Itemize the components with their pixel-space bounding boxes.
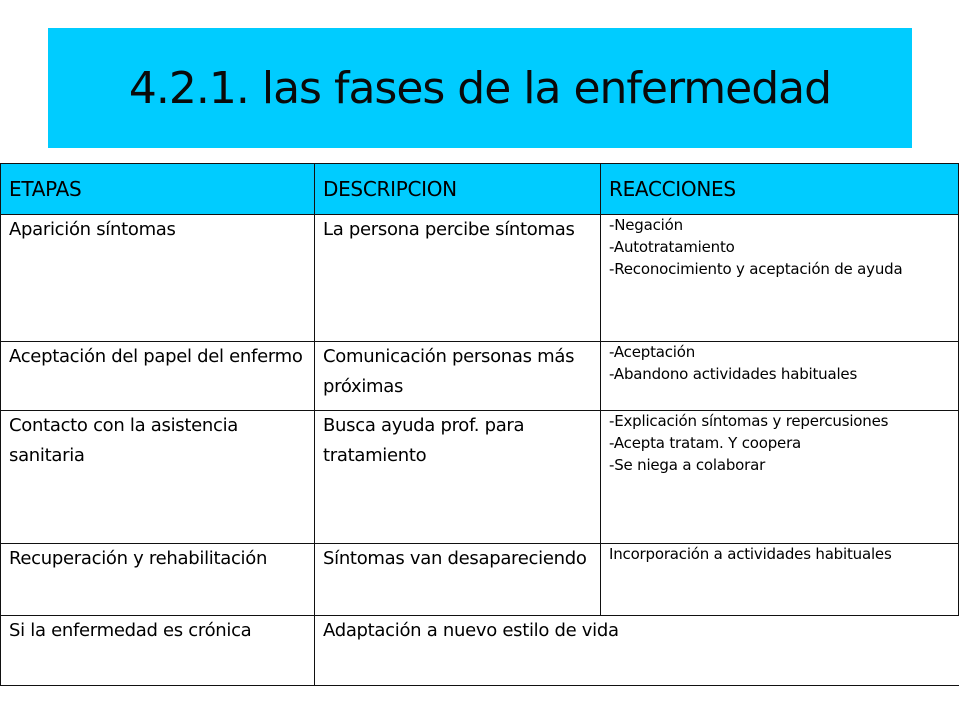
header-reacciones: REACCIONES xyxy=(601,164,959,215)
etapa-cell: Si la enfermedad es crónica xyxy=(1,616,315,686)
reaccion-item: -Autotratamiento xyxy=(609,238,735,256)
reaccion-item: -Se niega a colaborar xyxy=(609,456,766,474)
table-row xyxy=(1,215,959,342)
descripcion-cell: La persona percibe síntomas xyxy=(315,215,601,342)
descripcion-cell: Busca ayuda prof. para tratamiento xyxy=(315,411,601,544)
etapa-cell: Recuperación y rehabilitación xyxy=(1,544,315,616)
table-row xyxy=(1,411,959,544)
etapa-cell: Aparición síntomas xyxy=(1,215,315,342)
page-title: 4.2.1. las fases de la enfermedad xyxy=(128,62,832,114)
reacciones-cell xyxy=(601,215,959,342)
table-row xyxy=(1,342,959,411)
header-descripcion: DESCRIPCION xyxy=(315,164,601,215)
reaccion-item: -Aceptación xyxy=(609,343,696,361)
reaccion-item: -Explicación síntomas y repercusiones xyxy=(609,412,889,430)
reaccion-item: -Abandono actividades habituales xyxy=(609,365,858,383)
phases-table xyxy=(0,163,959,686)
reaccion-item: -Negación xyxy=(609,216,683,234)
descripcion-cell: Comunicación personas más próximas xyxy=(315,342,601,411)
reaccion-item: -Reconocimiento y aceptación de ayuda xyxy=(609,260,903,278)
title-banner xyxy=(48,28,912,148)
descripcion-cell: Síntomas van desapareciendo xyxy=(315,544,601,616)
etapa-cell: Aceptación del papel del enfermo xyxy=(1,342,315,411)
etapa-cell: Contacto con la asistencia sanitaria xyxy=(1,411,315,544)
reacciones-cell xyxy=(601,411,959,544)
table-header-row xyxy=(1,164,959,215)
reaccion-item: -Acepta tratam. Y coopera xyxy=(609,434,802,452)
reaccion-item: Incorporación a actividades habituales xyxy=(609,545,892,563)
descripcion-cell: Adaptación a nuevo estilo de vida xyxy=(315,616,959,686)
table-row xyxy=(1,616,959,686)
reacciones-cell xyxy=(601,544,959,616)
table-row xyxy=(1,544,959,616)
header-etapas: ETAPAS xyxy=(1,164,315,215)
reacciones-cell xyxy=(601,342,959,411)
